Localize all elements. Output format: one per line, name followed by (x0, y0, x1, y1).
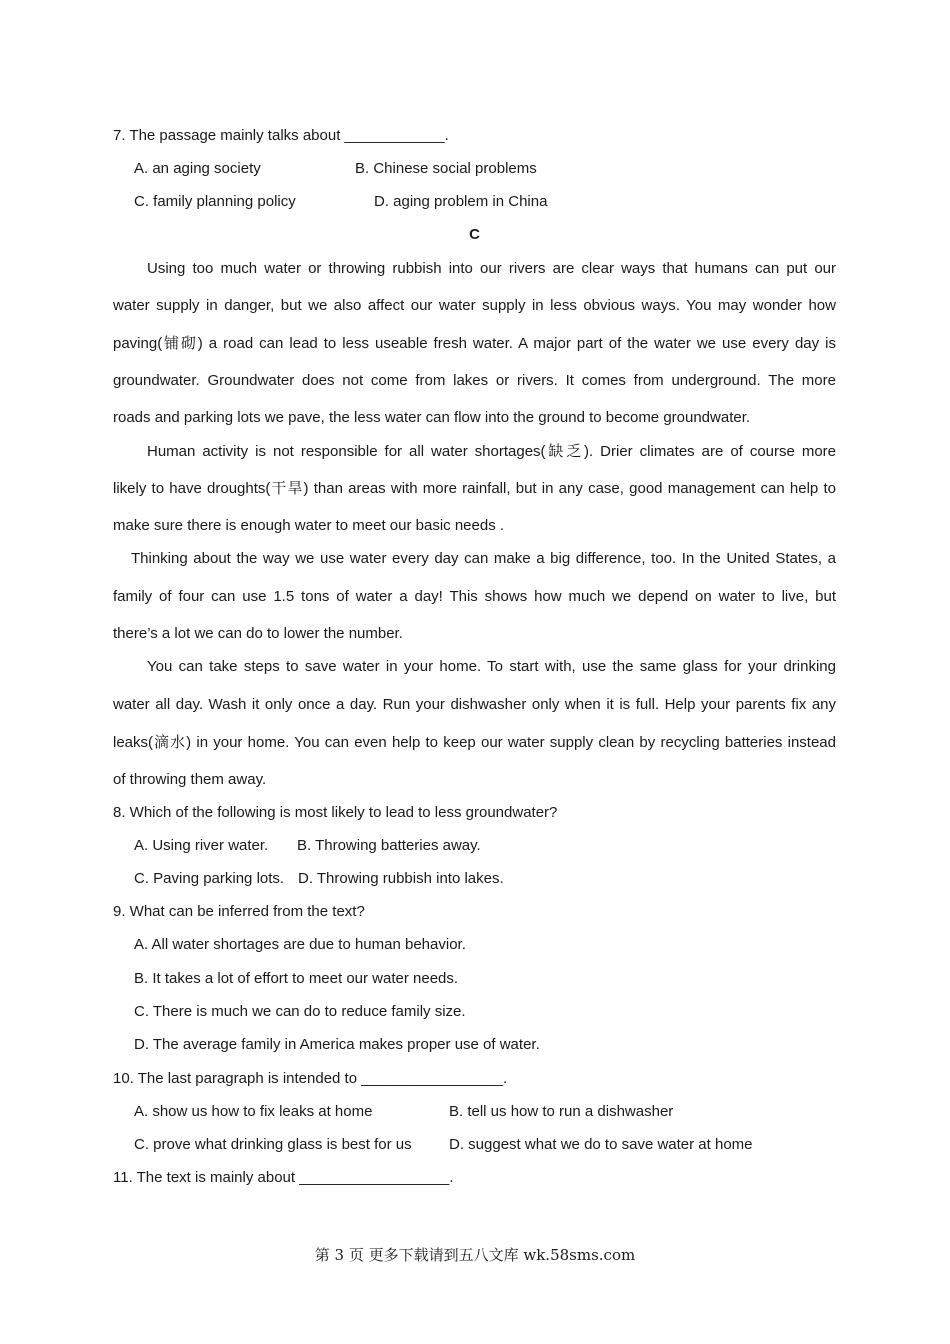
question-9-option-a: A. All water shortages are due to human behavior. (134, 936, 466, 953)
question-10-option-c: C. prove what drinking glass is best for us (134, 1136, 412, 1153)
question-8-option-c: C. Paving parking lots. (134, 870, 285, 887)
question-9-option-d: D. The average family in America makes proper use of water. (134, 1036, 540, 1053)
question-9-option-b: B. It takes a lot of effort to meet our water needs. (134, 970, 459, 987)
paragraph-1-line: paving(铺砌) a road can lead to less useable fresh water. A major part of the water we use every day is (113, 335, 836, 352)
question-9-option-c: C. There is much we can do to reduce family size. (134, 1003, 466, 1020)
question-7-option-a: A. an aging society (134, 160, 261, 177)
paragraph-1-line: water supply in danger, but we also affect our water supply in less obvious ways. You may wonder how (113, 297, 836, 314)
question-9-stem: 9. What can be inferred from the text? (113, 903, 365, 920)
paragraph-2-line: make sure there is enough water to meet our basic needs . (113, 517, 505, 534)
paragraph-4-line: water all day. Wash it only once a day. Run your dishwasher only when it is full. Help your parents fix any (113, 696, 836, 713)
paragraph-4-line: leaks(滴水) in your home. You can even help to keep our water supply clean by recycling batteries instead (113, 734, 836, 751)
question-8-option-b: B. Throwing batteries away. (297, 837, 481, 854)
question-7-option-b: B. Chinese social problems (355, 160, 537, 177)
question-7-option-c: C. family planning policy (134, 193, 296, 210)
paragraph-2-line: likely to have droughts(干旱) than areas with more rainfall, but in any case, good management can help to (113, 480, 836, 497)
question-7-option-d: D. aging problem in China (374, 193, 548, 210)
question-8-option-a: A. Using river water. (134, 837, 269, 854)
question-10-stem: 10. The last paragraph is intended to _________________. (113, 1070, 508, 1087)
paragraph-3-line: family of four can use 1.5 tons of water a day! This shows how much we depend on water to live, but (113, 588, 836, 605)
paragraph-1-line: roads and parking lots we pave, the less water can flow into the ground to become groundwater. (113, 409, 751, 426)
question-8-option-d: D. Throwing rubbish into lakes. (298, 870, 504, 887)
paragraph-3-line: there’s a lot we can do to lower the number. (113, 625, 403, 642)
question-7-stem: 7. The passage mainly talks about ____________. (113, 127, 449, 144)
paragraph-4-line: You can take steps to save water in your home. To start with, use the same glass for your drinking (147, 658, 836, 675)
question-8-stem: 8. Which of the following is most likely to lead to less groundwater? (113, 804, 558, 821)
paragraph-4-line: of throwing them away. (113, 771, 267, 788)
section-heading: C (469, 226, 480, 243)
question-10-option-a: A. show us how to fix leaks at home (134, 1103, 373, 1120)
question-10-option-b: B. tell us how to run a dishwasher (449, 1103, 674, 1120)
question-10-option-d: D. suggest what we do to save water at home (449, 1136, 753, 1153)
paragraph-3-line: Thinking about the way we use water every day can make a big difference, too. In the United States, a (131, 550, 836, 567)
paragraph-1-line: Using too much water or throwing rubbish into our rivers are clear ways that humans can put our (147, 260, 836, 277)
page-footer: 第 3 页 更多下载请到五八文库 wk.58sms.com (314, 1246, 636, 1264)
paragraph-1-line: groundwater. Groundwater does not come from lakes or rivers. It comes from underground. The more (113, 372, 836, 389)
question-11-stem: 11. The text is mainly about __________________. (113, 1169, 454, 1186)
paragraph-2-line: Human activity is not responsible for all water shortages(缺乏). Drier climates are of course more (147, 443, 836, 460)
